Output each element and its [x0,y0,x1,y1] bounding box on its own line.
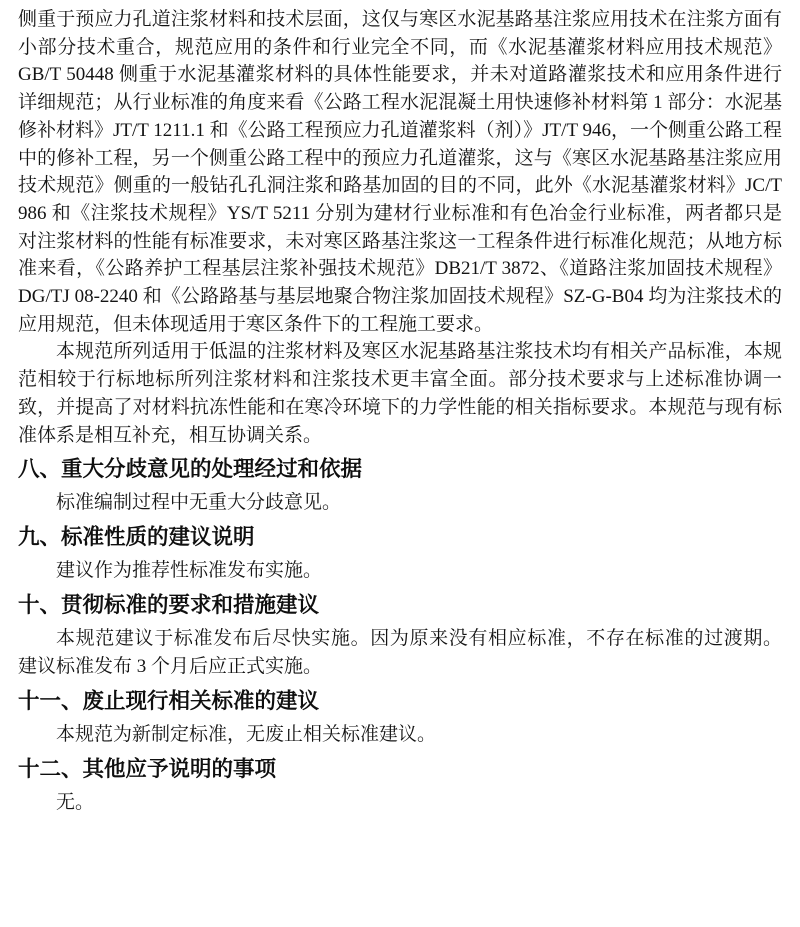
paragraph-2: 本规范所列适用于低温的注浆材料及寒区水泥基路基注浆技术均有相关产品标准，本规范相较于行标地标所列注浆材料和注浆技术更丰富全面。部分技术要求与上述标准协调一致，并提高了对材料抗冻性能和在寒冷环境下的力学性能的相关指标要求。本规范与现有标准体系是相互补充，相互协调关系。 [18,341,782,446]
section-8-heading: 八、重大分歧意见的处理经过和依据 [18,457,363,482]
section-9-body: 建议作为推荐性标准发布实施。 [56,560,323,582]
section-12-heading: 十二、其他应予说明的事项 [18,757,277,782]
paragraph-continuation: 侧重于预应力孔道注浆材料和技术层面，这仅与寒区水泥基路基注浆应用技术在注浆方面有小部分技术重合，规范应用的条件和行业完全不同，而《水泥基灌浆材料应用技术规范》GB/T 50448 侧重于水泥基灌浆材料的具体性能要求，并未对道路灌浆技术和应用条件进行详细规范；从行业标准的角度来看《公路工程水泥混凝土用快速修补材料第 1 部分：水泥基修补材料》JT/T 1211.1 和《公路工程预应力孔道灌浆料（剂）》JT/T 946，一个侧重公路工程中的修补工程，另一个侧重公路工程中的预应力孔道灌浆，这与《寒区水泥基路基注浆应用技术规范》侧重的一般钻孔孔洞注浆和路基加固的目的不同，此外《水泥基灌浆材料》JC/T 986 和《注浆技术规程》YS/T 5211 分别为建材行业标准和有色冶金行业标准，两者都只是对注浆材料的性能有标准要求，未对寒区路基注浆这一工程条件进行标准化规范；从地方标准来看，《公路养护工程基层注浆补强技术规范》DB21/T 3872、《道路注浆加固技术规程》DG/TJ 08-2240 和《公路路基与基层地聚合物注浆加固技术规程》SZ-G-B04 均为注浆技术的应用规范，但未体现适用于寒区条件下的工程施工要求。 [18,9,782,335]
section-10-heading: 十、贯彻标准的要求和措施建议 [18,593,320,618]
document-body [18,6,782,817]
section-11-body: 本规范为新制定标准，无废止相关标准建议。 [56,724,437,746]
section-8-body: 标准编制过程中无重大分歧意见。 [56,492,342,514]
section-12-body: 无。 [56,792,95,814]
section-11-heading: 十一、废止现行相关标准的建议 [18,689,320,714]
section-9-heading: 九、标准性质的建议说明 [18,525,255,550]
section-10-body: 本规范建议于标准发布后尽快实施。因为原来没有相应标准，不存在标准的过渡期。 建议标准发布 3 个月后应正式实施。 [18,628,782,678]
